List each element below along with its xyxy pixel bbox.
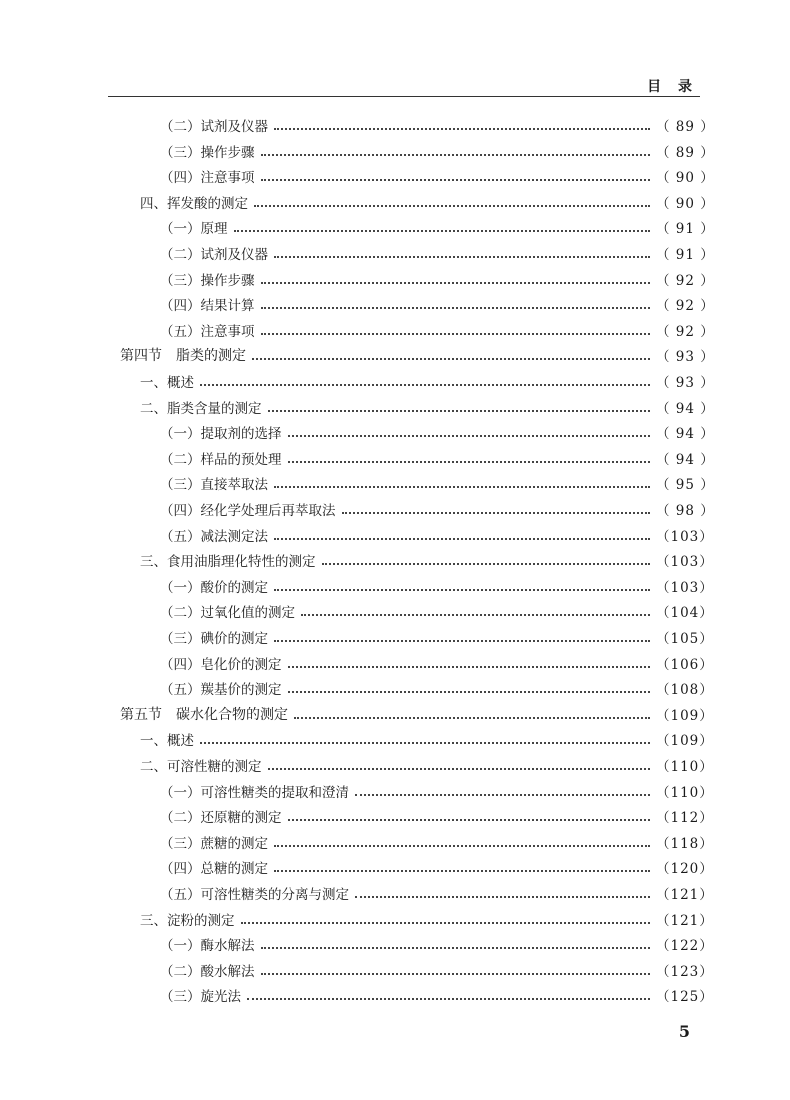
toc-entry[interactable] [0, 242, 790, 264]
toc-dot-leader [288, 435, 651, 437]
toc-entry-page: （103） [656, 528, 714, 545]
toc-entry[interactable] [0, 959, 790, 981]
toc-dot-leader [274, 128, 650, 130]
toc-entry-page: （104） [656, 605, 714, 622]
toc-entry-page: （ 92 ） [656, 272, 715, 289]
toc-entry[interactable] [0, 805, 790, 827]
toc-entry-title: 第四节 脂类的测定 [120, 348, 246, 365]
toc-dot-leader [274, 845, 650, 847]
toc-entry[interactable] [0, 140, 790, 162]
toc-entry[interactable] [0, 856, 790, 878]
toc-entry-title: （一）原理 [160, 221, 228, 238]
toc-dot-leader [268, 768, 651, 770]
toc-dot-leader [274, 256, 650, 258]
toc-entry-title: （四）注意事项 [160, 170, 255, 187]
toc-entry[interactable] [0, 472, 790, 494]
toc-entry-page: （125） [656, 989, 714, 1006]
toc-dot-leader [294, 717, 650, 719]
toc-entry-page: （108） [656, 682, 714, 699]
toc-entry-title: （一）酸价的测定 [160, 579, 268, 596]
toc-entry-title: （五）可溶性糖类的分离与测定 [160, 887, 349, 903]
toc-entry-page: （ 93 ） [656, 375, 715, 391]
toc-dot-leader [274, 870, 650, 872]
toc-entry[interactable] [0, 319, 790, 341]
toc-dot-leader [261, 154, 651, 156]
toc-dot-leader [234, 230, 651, 232]
toc-entry[interactable] [0, 293, 790, 315]
toc-entry[interactable] [0, 268, 790, 290]
toc-dot-leader [355, 794, 650, 796]
toc-dot-leader [261, 282, 651, 284]
toc-entry-title: （一）酶水解法 [160, 938, 255, 955]
toc-dot-leader [274, 486, 650, 488]
toc-dot-leader [274, 640, 650, 642]
toc-dot-leader [254, 205, 650, 207]
toc-entry-title: （二）试剂及仪器 [160, 119, 268, 135]
toc-entry-title: （五）减法测定法 [160, 528, 268, 545]
toc-entry-title: （二）过氧化值的测定 [160, 605, 295, 622]
toc-dot-leader [261, 179, 651, 181]
toc-dot-leader [247, 998, 650, 1000]
toc-dot-leader [261, 307, 651, 309]
toc-entry[interactable] [0, 524, 790, 546]
toc-entry[interactable] [0, 626, 790, 648]
toc-entry-title: （四）经化学处理后再萃取法 [160, 503, 336, 519]
toc-entry-page: （ 89 ） [656, 144, 715, 161]
toc-entry-title: （三）碘价的测定 [160, 631, 268, 647]
toc-entry[interactable] [0, 908, 790, 930]
header-rule [108, 96, 700, 97]
toc-entry-page: （110） [656, 784, 714, 801]
toc-entry-title: 四、挥发酸的测定 [140, 195, 248, 212]
toc-entry-title: （三）旋光法 [160, 989, 241, 1006]
toc-entry[interactable] [0, 114, 790, 136]
toc-entry-page: （109） [656, 733, 714, 750]
toc-entry[interactable] [0, 831, 790, 853]
toc-entry-page: （109） [656, 707, 714, 724]
toc-entry-title: （二）样品的预处理 [160, 451, 282, 468]
toc-entry-page: （110） [656, 759, 714, 775]
toc-entry[interactable] [0, 703, 790, 725]
toc-entry-page: （ 94 ） [656, 426, 715, 443]
toc-entry-title: （三）操作步骤 [160, 144, 255, 161]
toc-entry-page: （112） [656, 810, 714, 827]
toc-entry[interactable] [0, 191, 790, 213]
toc-entry-page: （103） [656, 554, 714, 571]
toc-entry[interactable] [0, 600, 790, 622]
toc-entry-title: （三）操作步骤 [160, 272, 255, 289]
toc-dot-leader [261, 333, 651, 335]
toc-entry-title: （五）注意事项 [160, 323, 255, 340]
toc-entry[interactable] [0, 216, 790, 238]
toc-dot-leader [288, 819, 651, 821]
toc-dot-leader [355, 896, 650, 898]
toc-dot-leader [268, 410, 651, 412]
toc-entry-title: （二）酸水解法 [160, 963, 255, 980]
toc-entry[interactable] [0, 780, 790, 802]
toc-entry-title: 二、脂类含量的测定 [140, 400, 262, 417]
toc-entry-page: （118） [656, 835, 714, 852]
toc-entry[interactable] [0, 421, 790, 443]
toc-dot-leader [261, 947, 651, 949]
toc-dot-leader [261, 973, 651, 975]
toc-entry-page: （122） [656, 938, 714, 955]
toc-entry-page: （123） [656, 963, 714, 980]
toc-dot-leader [200, 742, 650, 744]
toc-entry-page: （ 91 ） [656, 221, 715, 238]
toc-entry[interactable] [0, 498, 790, 520]
toc-entry-page: （ 92 ） [656, 323, 715, 340]
toc-entry[interactable] [0, 652, 790, 674]
toc-entry[interactable] [0, 396, 790, 418]
toc-entry[interactable] [0, 882, 790, 904]
toc-entry-title: 一、概述 [140, 375, 194, 391]
toc-dot-leader [342, 512, 651, 514]
running-header: 目 录 [647, 79, 698, 95]
toc-entry-page: （ 89 ） [656, 119, 715, 135]
toc-dot-leader [274, 538, 650, 540]
toc-entry[interactable] [0, 677, 790, 699]
toc-entry-page: （121） [656, 887, 714, 903]
toc-entry-page: （103） [656, 579, 714, 596]
toc-entry-page: （ 98 ） [656, 503, 715, 519]
toc-dot-leader [288, 666, 651, 668]
toc-entry-page: （ 94 ） [656, 400, 715, 417]
toc-dot-leader [274, 589, 650, 591]
toc-entry-page: （106） [656, 656, 714, 673]
toc-dot-leader [288, 461, 651, 463]
toc-entry[interactable] [0, 344, 790, 366]
toc-entry-title: （五）羰基价的测定 [160, 682, 282, 699]
toc-entry-title: 三、食用油脂理化特性的测定 [140, 554, 316, 571]
page-number: 5 [678, 1022, 690, 1041]
toc-entry[interactable] [0, 447, 790, 469]
toc-dot-leader [252, 358, 650, 360]
toc-entry-page: （121） [656, 912, 714, 929]
toc-entry-page: （120） [656, 861, 714, 878]
toc-entry-title: 二、可溶性糖的测定 [140, 759, 262, 775]
toc-entry[interactable] [0, 575, 790, 597]
toc-dot-leader [322, 563, 651, 565]
toc-entry-title: （四）总糖的测定 [160, 861, 268, 878]
toc-entry-page: （ 95 ） [656, 477, 715, 494]
toc-entry-title: （一）可溶性糖类的提取和澄清 [160, 784, 349, 801]
toc-entry-page: （ 91 ） [656, 247, 715, 263]
toc-entry[interactable] [0, 933, 790, 955]
toc-entry-title: （三）直接萃取法 [160, 477, 268, 494]
toc-dot-leader [301, 614, 650, 616]
toc-entry-page: （ 92 ） [656, 298, 715, 315]
toc-entry-title: （四）皂化价的测定 [160, 656, 282, 673]
toc-entry-title: （二）试剂及仪器 [160, 247, 268, 263]
toc-entry-page: （105） [656, 631, 714, 647]
toc-entry-page: （ 90 ） [656, 195, 715, 212]
toc-dot-leader [200, 384, 650, 386]
toc-entry-title: （二）还原糖的测定 [160, 810, 282, 827]
toc-entry[interactable] [0, 984, 790, 1006]
toc-dot-leader [288, 691, 651, 693]
toc-entry[interactable] [0, 165, 790, 187]
toc-entry-title: 第五节 碳水化合物的测定 [120, 706, 288, 723]
toc-dot-leader [241, 922, 651, 924]
toc-entry[interactable] [0, 370, 790, 392]
toc-entry[interactable] [0, 728, 790, 750]
toc-entry-title: 三、淀粉的测定 [140, 912, 235, 929]
toc-entry-page: （ 93 ） [656, 349, 715, 366]
toc-entry-title: （三）蔗糖的测定 [160, 835, 268, 852]
toc-entry[interactable] [0, 549, 790, 571]
toc-entry-title: （一）提取剂的选择 [160, 426, 282, 443]
toc-entry-title: 一、概述 [140, 733, 194, 750]
toc-entry-page: （ 94 ） [656, 451, 715, 468]
toc-entry[interactable] [0, 754, 790, 776]
toc-entry-page: （ 90 ） [656, 170, 715, 187]
toc-entry-title: （四）结果计算 [160, 298, 255, 315]
